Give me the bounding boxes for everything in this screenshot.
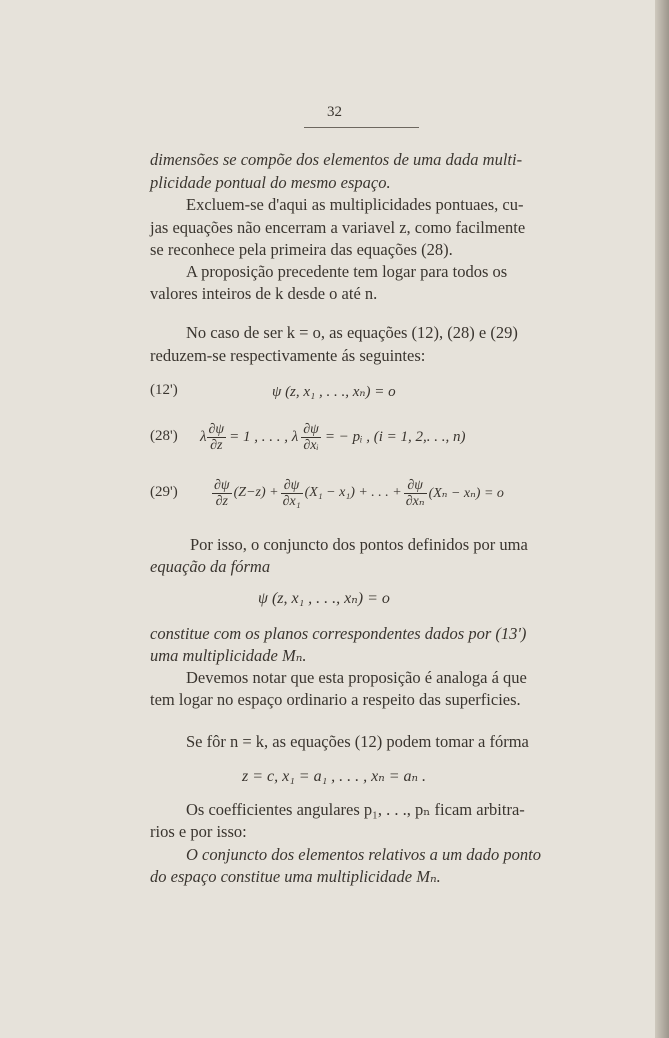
text-line: Excluem-se d'aqui as multiplicidades pontuaes, cu- [186, 195, 524, 214]
text-line: jas equações não encerram a variavel z, como facilmente [150, 218, 526, 237]
numerator: ∂ψ [281, 478, 303, 494]
equation: z = c, x₁ = a₁ , . . . , xₙ = aₙ . [242, 768, 427, 785]
equation-label: (28') [150, 428, 178, 444]
equation [200, 412, 466, 462]
fraction [404, 478, 427, 509]
equation-label: (29') [150, 484, 178, 500]
text-line: tem logar no espaço ordinario a respeito das superficies. [150, 690, 521, 709]
text-line: do espaço constitue uma multiplicidade Mₙ. [150, 867, 441, 886]
text-line: se reconhece pela primeira das equações (28). [150, 240, 453, 259]
eq-term: (Xₙ − xₙ) = o [428, 485, 504, 501]
eq-term: = 1 , . . . , λ [229, 428, 299, 445]
text-line: valores inteiros de k desde o até n. [150, 284, 378, 303]
fraction [212, 478, 232, 509]
text-line: dimensões se compõe dos elementos de uma dada multi- [150, 150, 523, 169]
text-line: Os coefficientes angulares p₁, . . ., pₙ ficam arbitra- [186, 800, 525, 819]
text-line: constitue com os planos correspondentes dados por (13') [150, 624, 527, 643]
fraction [207, 422, 227, 453]
text-line: No caso de ser k = o, as equações (12), (28) e (29) [186, 323, 518, 342]
header-rule [304, 127, 419, 128]
numerator: ∂ψ [404, 478, 427, 494]
text-line: Por isso, o conjuncto dos pontos definidos por uma [190, 535, 528, 554]
page-number: 32 [327, 104, 342, 120]
denominator: ∂z [215, 493, 228, 509]
equation [212, 468, 504, 518]
numerator: ∂ψ [208, 421, 225, 437]
fraction [281, 478, 303, 509]
denominator: ∂xᵢ [303, 437, 319, 453]
eq-term: (Z−z) + [233, 485, 279, 500]
equation-label: (12') [150, 382, 178, 398]
numerator: ∂ψ [303, 421, 319, 437]
text-line: rios e por isso: [150, 822, 247, 841]
eq-term: = − pᵢ , (i = 1, 2,. . ., n) [324, 428, 466, 445]
equation: ψ (z, x₁ , . . ., xₙ) = o [272, 384, 396, 400]
text-line: uma multiplicidade Mₙ. [150, 646, 307, 665]
text-line: equação da fórma [150, 557, 271, 576]
denominator: ∂z [210, 437, 223, 453]
text-line: O conjuncto dos elementos relativos a um dado ponto [186, 845, 542, 864]
numerator: ∂ψ [214, 477, 230, 493]
equation: ψ (z, x₁ , . . ., xₙ) = o [258, 590, 390, 607]
text-line: A proposição precedente tem logar para todos os [186, 262, 508, 281]
denominator: ∂xₙ [405, 493, 425, 509]
eq-term: λ [200, 428, 207, 445]
text-line: reduzem-se respectivamente ás seguintes: [150, 346, 426, 365]
text-line: Devemos notar que esta proposição é analoga á que [186, 668, 527, 687]
eq-term: (X₁ − x₁) + . . . + [304, 485, 402, 500]
fraction [301, 422, 321, 453]
book-spine [655, 0, 669, 1038]
text-line: Se fôr n = k, as equações (12) podem tomar a fórma [186, 732, 529, 751]
text-line: plicidade pontual do mesmo espaço. [150, 173, 391, 192]
denominator: ∂x₁ [282, 493, 301, 509]
